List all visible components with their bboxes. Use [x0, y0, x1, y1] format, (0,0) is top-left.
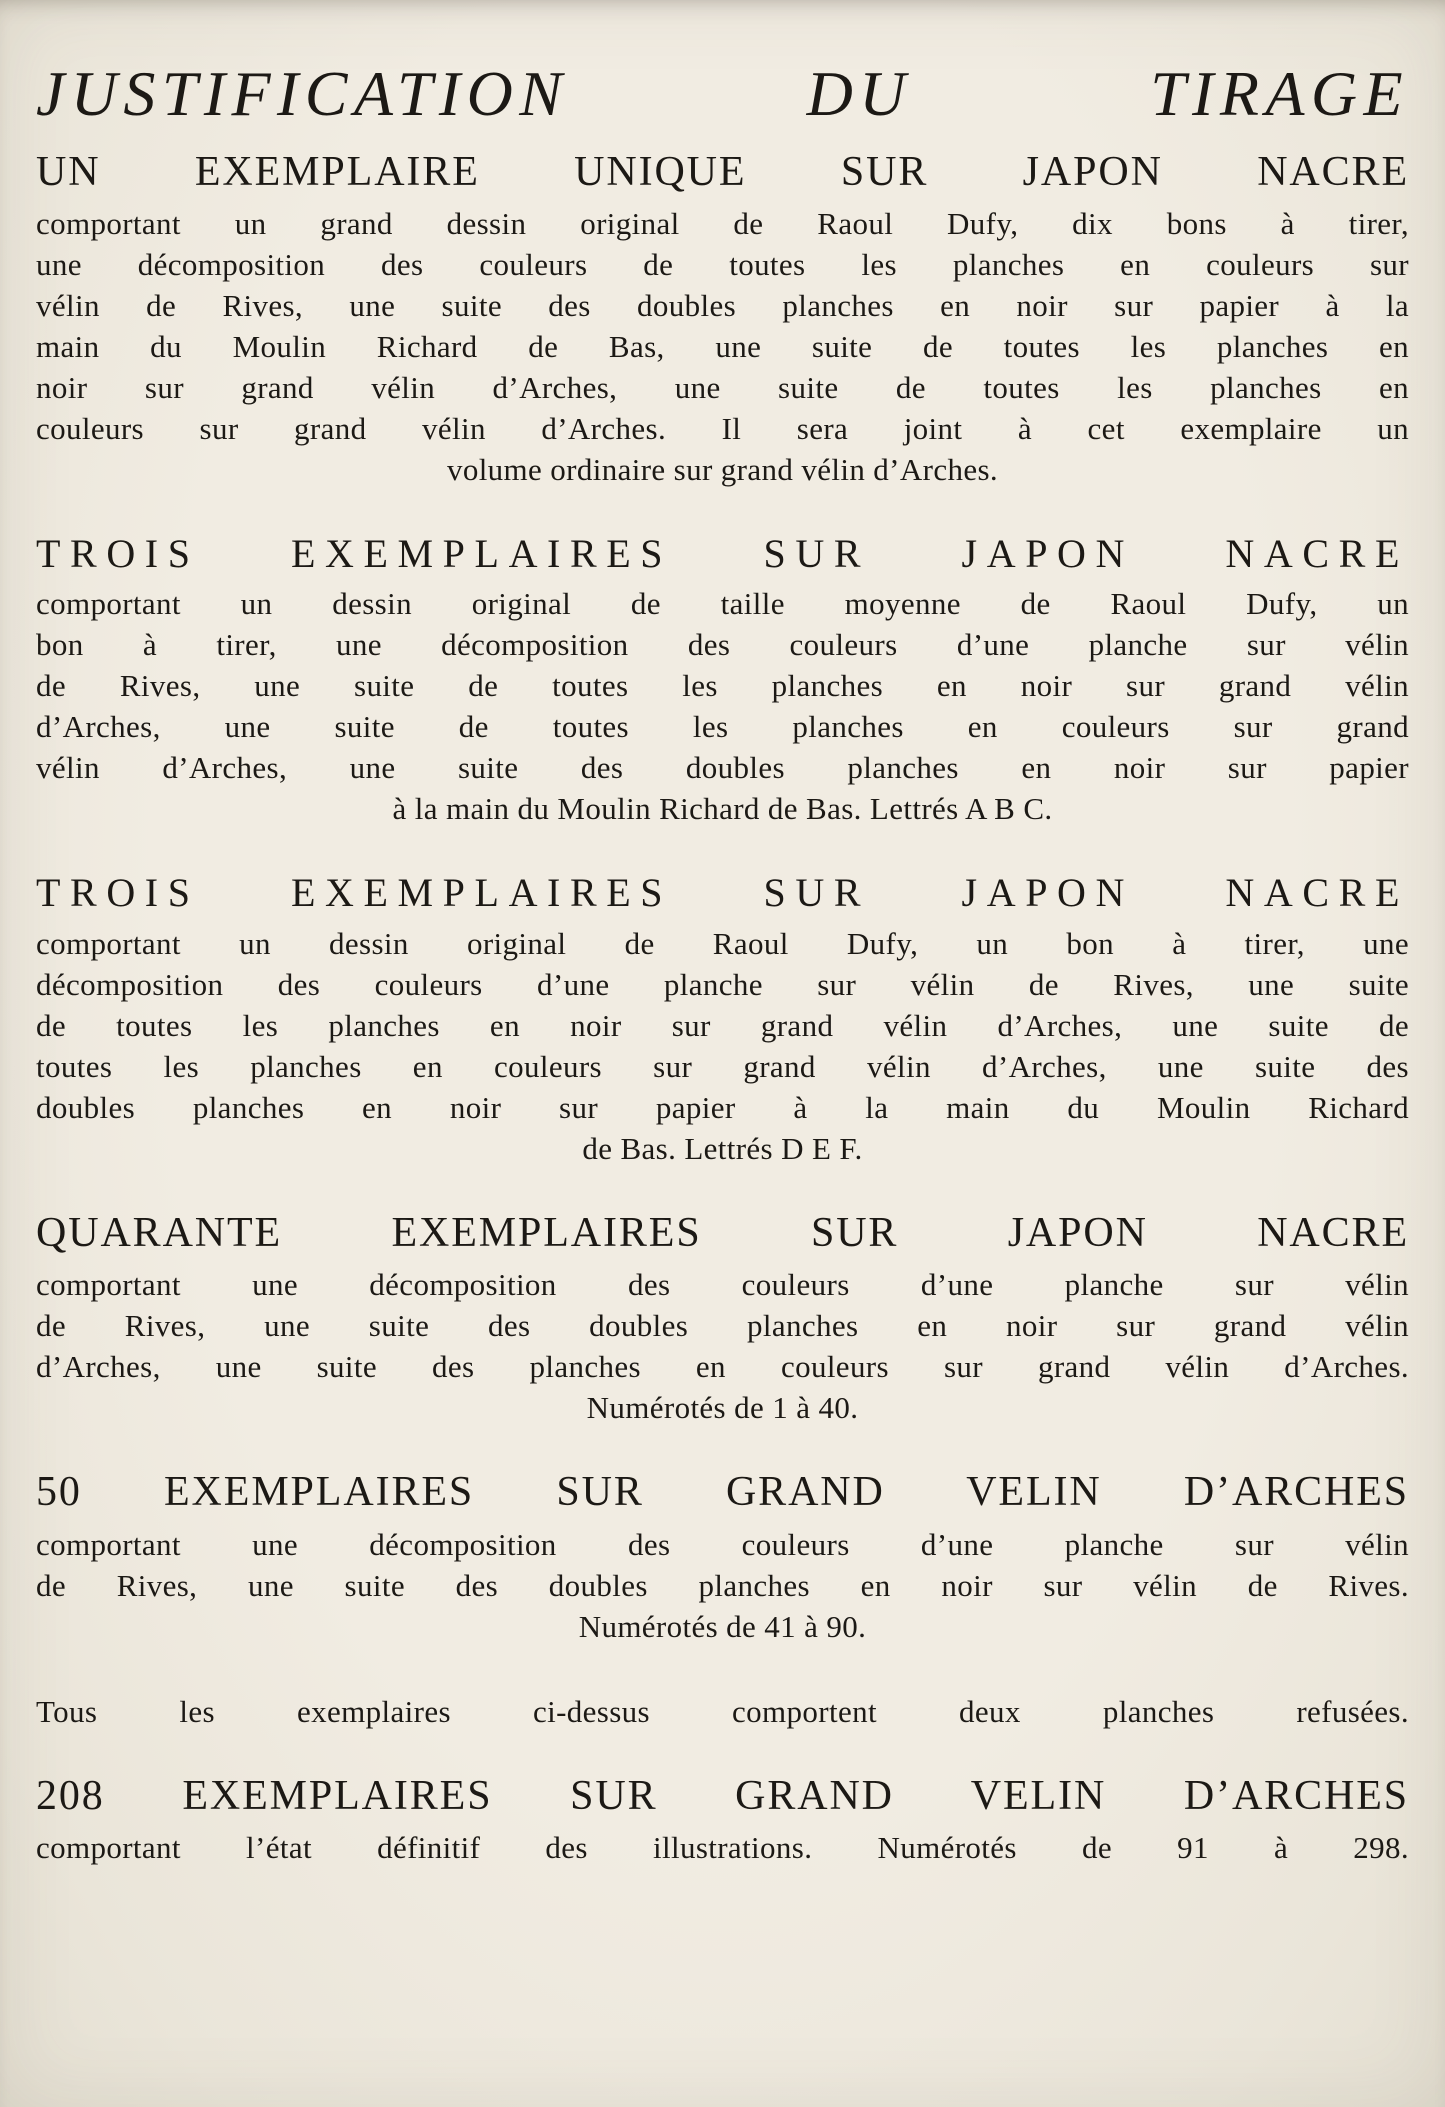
body-line: comportant une décomposition des couleurs d’une planche sur vélin: [36, 1526, 1409, 1562]
section-body: [36, 1264, 1409, 1428]
body-line: de Rives, une suite des doubles planches en noir sur grand vélin: [36, 1308, 1409, 1344]
section-quarante-exemplaires: [36, 1209, 1409, 1429]
section-50-exemplaires: [36, 1468, 1409, 1647]
body-line: doubles planches en noir sur papier à la main du Moulin Richard: [36, 1089, 1409, 1125]
body-line: main du Moulin Richard de Bas, une suite de toutes les planches en: [36, 329, 1409, 365]
body-line: couleurs sur grand vélin d’Arches. Il sera joint à cet exemplaire un: [36, 411, 1409, 447]
body-line-centered: à la main du Moulin Richard de Bas. Lettrés A B C.: [392, 791, 1053, 827]
body-line: décomposition des couleurs d’une planche sur vélin de Rives, une suite: [36, 966, 1409, 1002]
body-line: de toutes les planches en noir sur grand vélin d’Arches, une suite de: [36, 1007, 1409, 1043]
section-208-exemplaires: [36, 1772, 1409, 1869]
note-all-copies: Tous les exemplaires ci-dessus comportent deux planches refusées.: [36, 1693, 1409, 1729]
body-line: de Rives, une suite de toutes les planches en noir sur grand vélin: [36, 668, 1409, 704]
section-heading: TROIS EXEMPLAIRES SUR JAPON NACRE: [36, 870, 1409, 916]
section-body: [36, 1524, 1409, 1647]
section-body: [36, 203, 1409, 490]
body-line: comportant l’état définitif des illustrations. Numérotés de 91 à 298.: [36, 1830, 1409, 1866]
body-line-centered: de Bas. Lettrés D E F.: [582, 1130, 863, 1166]
section-heading: QUARANTE EXEMPLAIRES SUR JAPON NACRE: [36, 1209, 1409, 1256]
section-trois-exemplaires-def: [36, 869, 1409, 1168]
body-line: comportant un dessin original de taille moyenne de Raoul Dufy, un: [36, 586, 1409, 622]
body-line: d’Arches, une suite des planches en couleurs sur grand vélin d’Arches.: [36, 1349, 1409, 1385]
section-body: [36, 583, 1409, 829]
section-trois-exemplaires-abc: [36, 530, 1409, 829]
section-body: [36, 1827, 1409, 1868]
body-line: vélin d’Arches, une suite des doubles planches en noir sur papier: [36, 750, 1409, 786]
body-line-centered: volume ordinaire sur grand vélin d’Arches.: [446, 452, 999, 488]
body-line: noir sur grand vélin d’Arches, une suite de toutes les planches en: [36, 370, 1409, 406]
body-line-centered: Numérotés de 1 à 40.: [586, 1390, 859, 1426]
page-title: JUSTIFICATION DU TIRAGE: [36, 58, 1409, 129]
body-line: toutes les planches en couleurs sur grand vélin d’Arches, une suite des: [36, 1048, 1409, 1084]
section-body: [36, 923, 1409, 1169]
body-line: comportant un grand dessin original de Raoul Dufy, dix bons à tirer,: [36, 206, 1409, 242]
body-line: une décomposition des couleurs de toutes les planches en couleurs sur: [36, 247, 1409, 283]
body-line-centered: Numérotés de 41 à 90.: [578, 1608, 867, 1644]
section-un-exemplaire: [36, 148, 1409, 491]
body-line: d’Arches, une suite de toutes les planches en couleurs sur grand: [36, 709, 1409, 745]
body-line: bon à tirer, une décomposition des couleurs d’une planche sur vélin: [36, 627, 1409, 663]
body-line: vélin de Rives, une suite des doubles planches en noir sur papier à la: [36, 288, 1409, 324]
section-heading: 50 EXEMPLAIRES SUR GRAND VELIN D’ARCHES: [36, 1469, 1409, 1516]
body-line: comportant un dessin original de Raoul Dufy, un bon à tirer, une: [36, 925, 1409, 961]
section-heading: 208 EXEMPLAIRES SUR GRAND VELIN D’ARCHES: [36, 1772, 1409, 1819]
section-heading: UN EXEMPLAIRE UNIQUE SUR JAPON NACRE: [36, 148, 1409, 195]
body-line: comportant une décomposition des couleurs d’une planche sur vélin: [36, 1267, 1409, 1303]
section-heading: TROIS EXEMPLAIRES SUR JAPON NACRE: [36, 531, 1409, 577]
body-line: de Rives, une suite des doubles planches en noir sur vélin de Rives.: [36, 1567, 1409, 1603]
